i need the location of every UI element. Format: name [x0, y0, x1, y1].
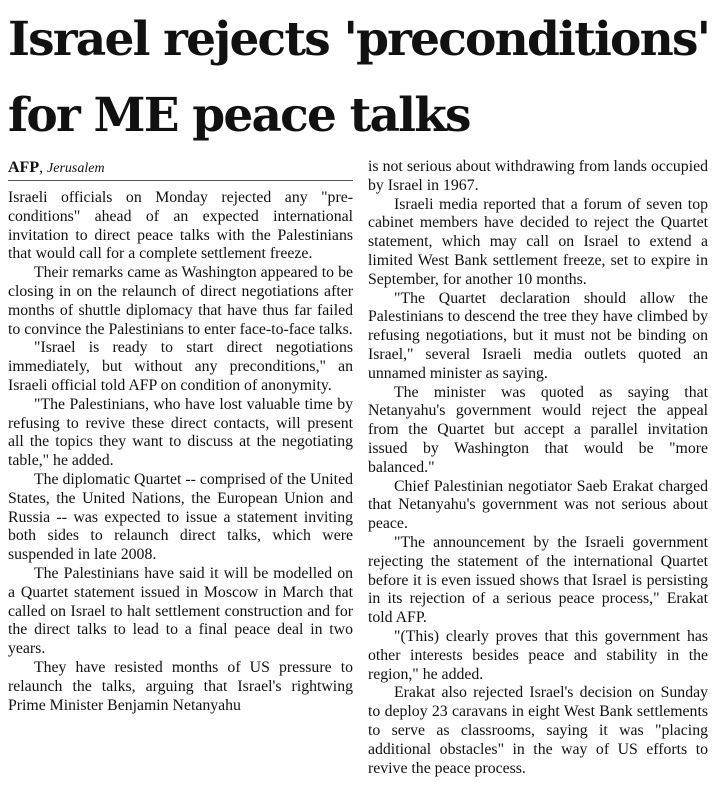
paragraph-right-3: "The Quartet declaration should allow the Palestinians to descend the tree they have climbed by refusing negotiations, but it must not be binding on Israel," several Israeli media outlets quoted an unnamed minister as saying. [368, 289, 708, 382]
paragraph-left-2: Their remarks came as Washington appeared to be closing in on the relaunch of direct negotiations after months of shuttle diplomacy that have thus far failed to convince the Palestinians to enter face-to-face talks. [8, 264, 353, 338]
paragraph-left-1: Israeli officials on Monday rejected any "preconditions" ahead of an expected international invitation to direct peace talks with the Palestinians that would call for a complete settlement freeze. [8, 189, 353, 263]
paragraph-right-1: is not serious about withdrawing from lands occupied by Israel in 1967. [368, 158, 708, 194]
byline [8, 158, 353, 181]
paragraph-right-6: "The announcement by the Israeli government rejecting the statement of the international Quartet before it is even issued shows that Israel is persisting in its rejection of a serious peace process," Erakat told AFP. [368, 533, 708, 627]
paragraph-right-4: The minister was quoted as saying that Netanyahu's government would reject the appeal from the Quartet but accept a parallel invitation issued by Washington that would be "more balanced." [368, 383, 708, 476]
headline-line-1: Israel rejects 'preconditions' [8, 12, 710, 67]
paragraph-left-5: The diplomatic Quartet -- comprised of the United States, the United Nations, the European Union and Russia -- was expected to issue a statement inviting both sides to relaunch direct talks, which were suspended in late 2008. [8, 470, 353, 564]
left-column [8, 158, 353, 715]
paragraph-right-5: Chief Palestinian negotiator Saeb Erakat charged that Netanyahu's government was not serious about peace. [368, 477, 708, 533]
headline-line-2: for ME peace talks [8, 88, 470, 143]
paragraph-left-3: "Israel is ready to start direct negotiations immediately, but without any preconditions," an Israeli official told AFP on condition of anonymity. [8, 339, 353, 394]
byline-separator: , [39, 159, 48, 176]
paragraph-right-7: "(This) clearly proves that this government has other interests besides peace and stability in the region," he added. [368, 627, 708, 683]
paragraph-right-8: Erakat also rejected Israel's decision on Sunday to deploy 23 caravans in eight West Bank settlements to serve as classrooms, saying it was "placing additional obstacles" in the way of US efforts to revive the peace process. [368, 684, 708, 777]
paragraph-left-6: The Palestinians have said it will be modelled on a Quartet statement issued in Moscow in March that called on Israel to halt settlement construction and for the direct talks to lead to a final peace deal in two years. [8, 564, 353, 658]
right-column [368, 158, 708, 778]
paragraph-right-2: Israeli media reported that a forum of seven top cabinet members have decided to reject the Quartet statement, which may call on Israel to extend a limited West Bank settlement freeze, set to expire in September, for another 10 months. [368, 195, 708, 288]
paragraph-left-4: "The Palestinians, who have lost valuable time by refusing to revive these direct contacts, will present all the topics they want to discuss at the negotiating table," he added. [8, 395, 353, 470]
byline-dateline: Jerusalem [47, 161, 105, 176]
headline [8, 2, 708, 154]
paragraph-left-7: They have resisted months of US pressure to relaunch the talks, arguing that Israel's rightwing Prime Minister Benjamin Netanyahu [8, 658, 353, 714]
byline-agency: AFP [8, 159, 40, 176]
